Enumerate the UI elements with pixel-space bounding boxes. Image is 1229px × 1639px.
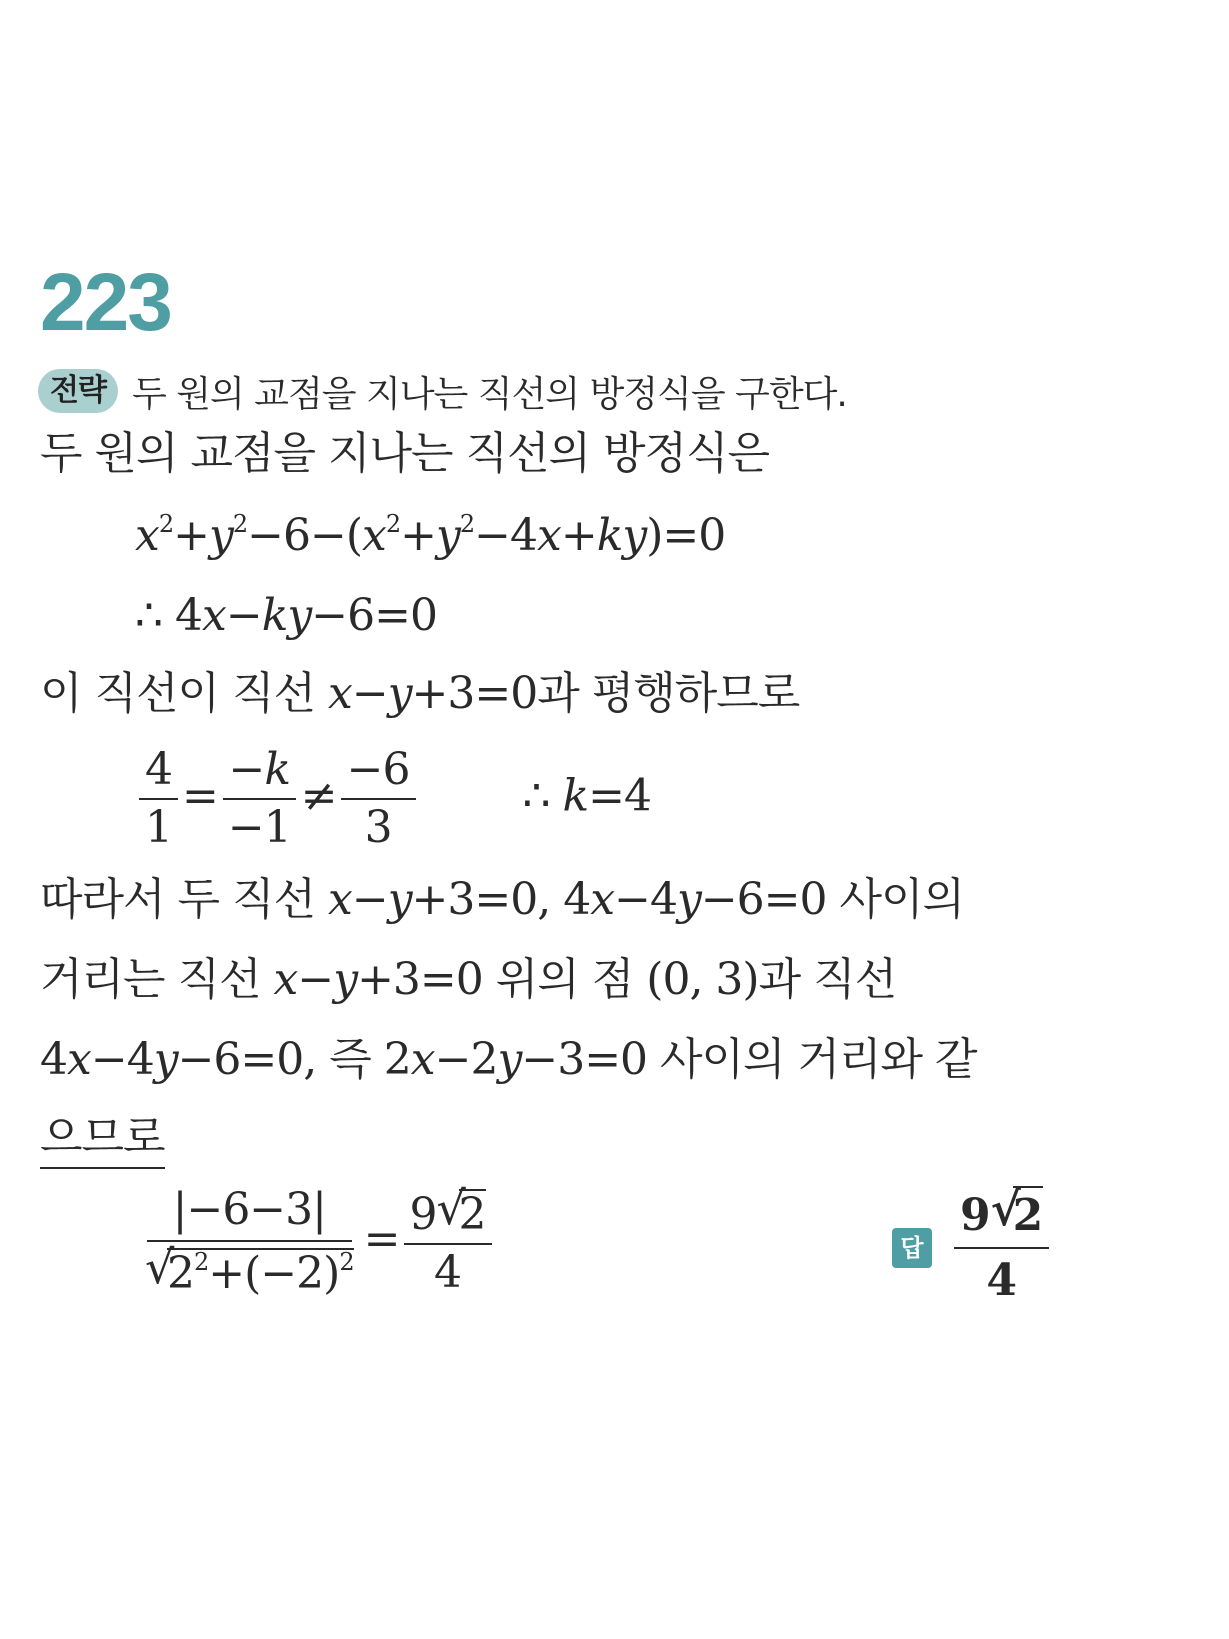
text-line-6: 따라서 두 직선 x−y+3=0, 4x−4y−6=0 사이의 <box>40 874 965 925</box>
equation-line-2: $x^2+y^2-6-(x^2+y^2-4x+ky)=0$ <box>135 510 726 561</box>
equation-line-3: ∴ 4x−ky−6=0 <box>135 590 437 641</box>
equation-line-5: $\frac{4}{1}$ = $\frac{-k}{-1}$ ≠ $\frac{-6}{3}$ ∴ k=4 <box>135 748 651 850</box>
line6-suffix: 사이의 <box>826 874 965 925</box>
strategy-badge: 전략 <box>38 369 118 413</box>
line7-mid: 위의 점 <box>482 954 647 1005</box>
line6-prefix: 따라서 두 직선 <box>40 874 328 925</box>
problem-number: 223 <box>40 257 171 348</box>
line7-prefix: 거리는 직선 <box>40 954 274 1005</box>
answer-badge: 답 <box>892 1228 932 1268</box>
text-line-7: 거리는 직선 x−y+3=0 위의 점 (0, 3)과 직선 <box>40 954 897 1005</box>
line7-suffix: 과 직선 <box>758 954 897 1005</box>
text-line-9 <box>40 1112 165 1163</box>
text-line-4: 이 직선이 직선 x−y+3=0과 평행하므로 <box>40 668 800 719</box>
answer-value: 9 √ 2 4 <box>950 1186 1053 1306</box>
strategy-row <box>38 366 847 416</box>
line4-prefix: 이 직선이 직선 <box>40 668 328 719</box>
strategy-text: 두 원의 교점을 지나는 직선의 방정식을 구한다. <box>131 373 847 415</box>
text-line-1: 두 원의 교점을 지나는 직선의 방정식은 <box>40 428 769 479</box>
line8-suffix: 사이의 거리와 같 <box>647 1034 977 1085</box>
text-line-8: 4x−4y−6=0, 즉 2x−2y−3=0 사이의 거리와 같 <box>40 1034 977 1085</box>
equation-line-10: |−6−3| √ $2^2+(-2)^2$ = 9 √ 2 4 <box>135 1188 496 1296</box>
line8-mid: 즉 <box>316 1034 384 1085</box>
line4-suffix: 과 평행하므로 <box>537 668 800 719</box>
line9-text: 으므로 <box>40 1112 165 1169</box>
